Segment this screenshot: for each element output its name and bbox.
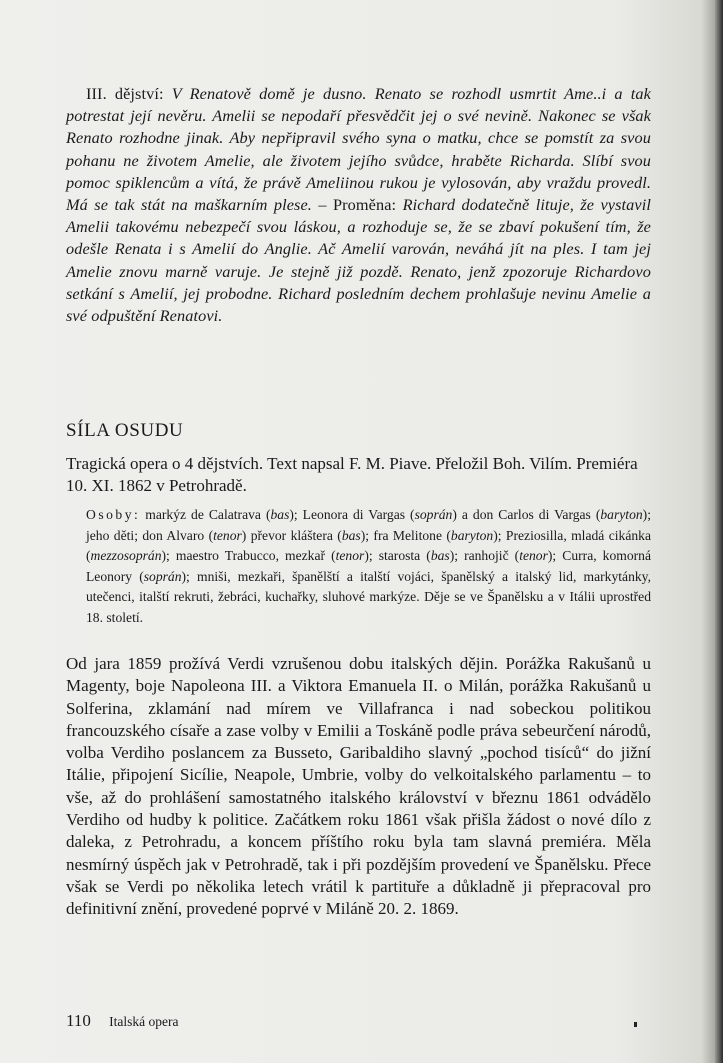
page-number: 110	[66, 1011, 91, 1030]
cast-entry: markýz de Calatrava (bas);	[145, 507, 298, 522]
cast-entry-name: Curra, komorná Leonory	[86, 548, 651, 584]
cast-entry-voice: bas	[341, 527, 361, 543]
cast-entry-name: Leonora di Vargas	[297, 507, 411, 522]
cast-entry: fra Melitone (baryton);	[369, 527, 502, 543]
opera-title: SÍLA OSUDU	[66, 420, 184, 441]
cast-entry-name: a don Carlos di Vargas	[456, 507, 596, 522]
cast-entry-name: fra Melitone	[369, 527, 447, 543]
act-label: III. dějství:	[86, 84, 164, 103]
cast-entry-voice: baryton	[450, 527, 494, 543]
running-title: Italská opera	[109, 1014, 179, 1029]
cast-entry-name: ranhojič	[458, 548, 515, 564]
opera-history-paragraph: Od jara 1859 prožívá Verdi vzrušenou dobu italských dějin. Porážka Rakušanů u Magenty, boje Napoleona III. a Viktora Emanuela II. o Milán, porážka Rakušanů u Solferina, zklamání nad mírem ve Villafranca i nad sobeckou politikou francouzského císaře a zase volby v Emilii a Toskáně podle práva sebeurčení národů, volba Verdiho poslancem za Busseto, Garibaldiho slavný „pochod tisíců“ do jižní Itálie, připojení Sicílie, Neapole, Umbrie, volby do velkoitalského parlamentu – to vše, až do prohlášení samostatného italského království v březnu 1861 odvádělo Verdiho od hudby k politice. Začátkem roku 1861 však přišla žádost o nové dílo z daleka, z Petrohradu, a koncem příštího roku byla tam slavná premiéra. Měla nesmírný úspěch jak v Petrohradě, tak i při pozdějším provedení ve Španělsku. Přece však se Verdi po několika letech vrátil k partituře a důkladně ji přepracoval pro definitivní znění, provedené poprvé v Miláně 20. 2. 1869.	[66, 654, 651, 919]
cast-entry-voice: soprán	[414, 507, 453, 522]
cast-entry: převor kláštera (bas);	[246, 527, 370, 543]
cast-entry: a don Carlos di Vargas (baryton);	[456, 507, 651, 522]
cast-entry-name: jeho děti; don Alvaro	[86, 527, 209, 543]
synopsis-text: V Renatově domě je dusno. Renato se rozhodl usmrtit Ame..i a tak potrestat její nevěru. Amelii se nepodaří přesvědčit jej o své nevině. Nakonec se však Renato rozhodne jinak. Aby nepřipravil svého syna o matku, chce se pomstít za svou pohanu ne životem Amelie, ale životem jejího svůdce, hraběte Richarda. Slíbí svou pomoc spiklencům a vítá, že právě Ameliinou rukou je vylosován, aby vraždu provedl. Má se tak stát na maškarním plese.	[66, 84, 651, 215]
cast-list	[86, 505, 651, 629]
cast-entry: Curra, komorná Leonory (soprán);	[86, 548, 651, 584]
cast-entry: maestro Trabucco, mezkař (tenor);	[169, 548, 373, 564]
scene-change-text: Richard dodatečně lituje, že vystavil Amelii takovému nebezpečí svou láskou, a rozhoduje se, že se zbaví pokušení tím, že odešle Renata i s Amelií do Anglie. Ač Amelií varován, neváhá jít na ples. I tam jej Amelie znovu marně varuje. Je stejně již pozdě. Renato, jenž zpozoruje Richardovo setkání s Amelií, jej probodne. Richard posledním dechem prohlašuje nevinu Amelie a své odpuštění Renatovi.	[66, 195, 651, 326]
scene-change-label: – Proměna:	[318, 195, 397, 215]
setting-text: Děje se ve Španělsku a v Itálii uprostřed 18. století.	[86, 589, 651, 625]
cast-entry-voice: soprán	[143, 568, 182, 584]
cast-entry: ranhojič (tenor);	[458, 548, 557, 564]
cast-entry-voice: baryton	[600, 507, 643, 522]
cast-entry: Preziosilla, mladá cikánka (mezzosoprán);	[86, 527, 651, 564]
cast-entry-name: Preziosilla, mladá cikánka	[501, 527, 651, 543]
page-edge-shadow	[715, 0, 723, 1063]
cast-entry-voice: mezzosoprán	[90, 548, 162, 564]
cast-entry-voice: bas	[270, 507, 290, 522]
cast-entry-voice: tenor	[519, 548, 548, 564]
cast-label: Osoby:	[86, 507, 141, 522]
cast-entry-name: starosta	[372, 548, 427, 564]
ink-mark	[634, 1022, 637, 1027]
act-three-synopsis	[66, 83, 651, 327]
cast-entry: starosta (bas);	[372, 548, 459, 564]
opera-intro: Tragická opera o 4 dějstvích. Text napsal F. M. Piave. Přeložil Boh. Vilím. Premiéra 10. XI. 1862 v Petrohradě.	[66, 454, 638, 495]
cast-entry-name: maestro Trabucco, mezkař	[169, 548, 332, 564]
cast-rest: mniši, mezkaři, španělští a italští vojáci, španělský a italský lid, markytánky, utečenci, italští rekruti, žebráci, kuchařky, sluhové markýze.	[86, 568, 651, 605]
cast-entry: jeho děti; don Alvaro (tenor)	[86, 527, 247, 543]
cast-entry-name: převor kláštera	[246, 527, 338, 543]
cast-entry: Leonora di Vargas (soprán)	[297, 507, 457, 522]
page-footer	[66, 1011, 651, 1031]
cast-entry-name: markýz de Calatrava	[145, 507, 266, 522]
cast-entry-voice: tenor	[335, 548, 365, 564]
cast-entry-voice: bas	[430, 548, 450, 564]
cast-entry-voice: tenor	[213, 527, 242, 543]
